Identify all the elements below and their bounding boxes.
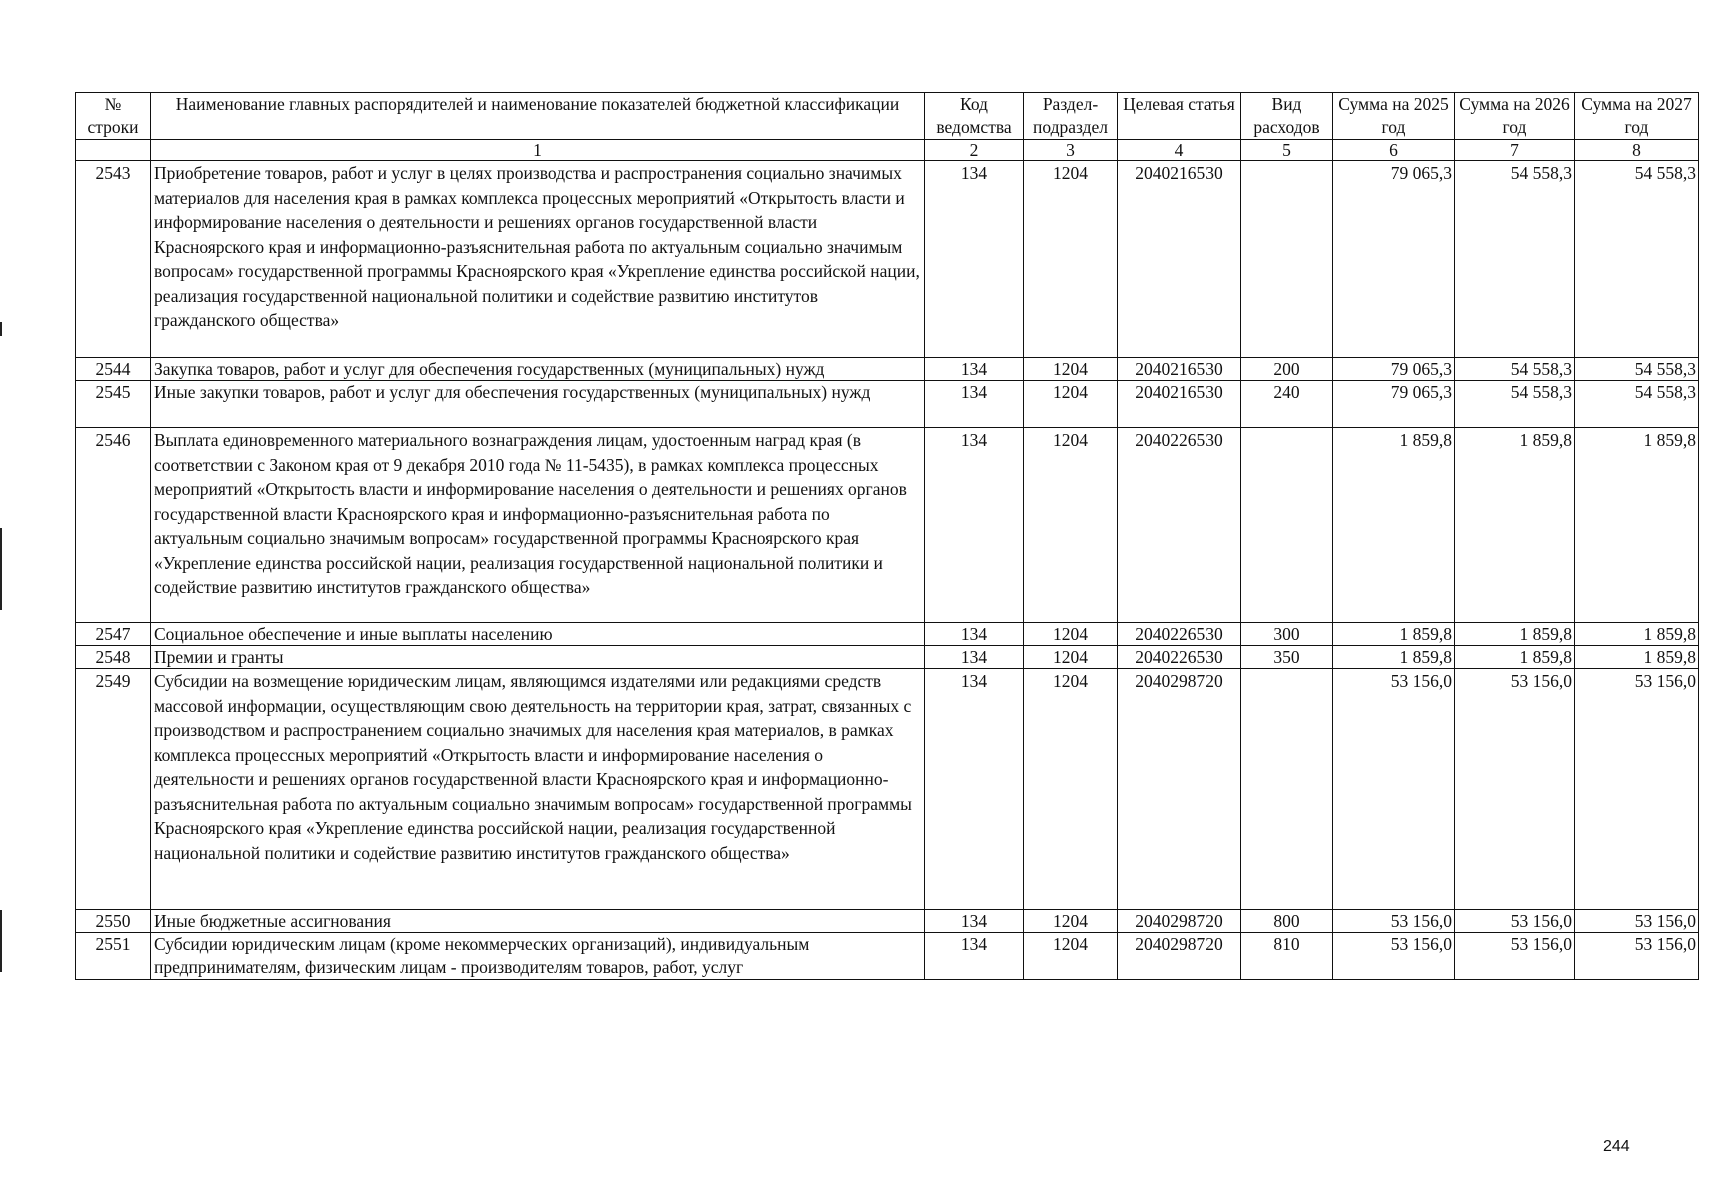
- target-code: 2040216530: [1118, 161, 1241, 358]
- dept-code: 134: [925, 669, 1024, 910]
- table-row: [76, 933, 1699, 980]
- sum-2027: 54 558,3: [1575, 358, 1699, 381]
- sum-2027: 54 558,3: [1575, 161, 1699, 358]
- header-row: [76, 93, 1699, 140]
- header-sum-2027: Сумма на 2027 год: [1575, 93, 1699, 140]
- sum-2027: 53 156,0: [1575, 933, 1699, 980]
- header-sum-2025: Сумма на 2025 год: [1333, 93, 1455, 140]
- budget-table: [75, 92, 1699, 980]
- sum-2026: 1 859,8: [1455, 623, 1575, 646]
- target-code: 2040298720: [1118, 910, 1241, 933]
- sum-2026: 54 558,3: [1455, 381, 1575, 428]
- column-index: 7: [1455, 140, 1575, 161]
- header-row-number: № строки: [76, 93, 151, 140]
- row-name: Иные закупки товаров, работ и услуг для обеспечения государственных (муниципальных) нужд: [151, 381, 925, 428]
- column-index-row: [76, 140, 1699, 161]
- budget-table-container: [75, 92, 1698, 980]
- sum-2025: 53 156,0: [1333, 910, 1455, 933]
- sum-2025: 53 156,0: [1333, 933, 1455, 980]
- dept-code: 134: [925, 910, 1024, 933]
- column-index: 4: [1118, 140, 1241, 161]
- expense-type: 350: [1241, 646, 1333, 669]
- row-number: 2543: [76, 161, 151, 358]
- section-code: 1204: [1024, 910, 1118, 933]
- scan-edge-mark: [0, 322, 2, 336]
- dept-code: 134: [925, 358, 1024, 381]
- table-row: [76, 646, 1699, 669]
- row-name: Приобретение товаров, работ и услуг в целях производства и распространения социально значимых материалов для населения края в рамках комплекса процессных мероприятий «Открытость власти и информирование населения о деятельности и решениях органов государственной власти Красноярского края и информационно-разъяснительная работа по актуальным социально значимым вопросам» государственной программы Красноярского края «Укрепление единства российской нации, реализация государственной национальной политики и содействие развитию институтов гражданского общества»: [151, 161, 925, 358]
- sum-2025: 79 065,3: [1333, 161, 1455, 358]
- header-sum-2026: Сумма на 2026 год: [1455, 93, 1575, 140]
- row-name: Премии и гранты: [151, 646, 925, 669]
- expense-type: [1241, 161, 1333, 358]
- sum-2025: 1 859,8: [1333, 646, 1455, 669]
- row-name: Выплата единовременного материального вознаграждения лицам, удостоенным наград края (в соответствии с Законом края от 9 декабря 2010 года № 11-5435), в рамках комплекса процессных мероприятий «Открытость власти и информирование населения о деятельности и решениях органов государственной власти Красноярского края и информационно-разъяснительная работа по актуальным социально значимым вопросам» государственной программы Красноярского края «Укрепление единства российской нации, реализация государственной национальной политики и содействие развитию институтов гражданского общества»: [151, 428, 925, 623]
- column-index: 2: [925, 140, 1024, 161]
- header-dept-code: Код ведомства: [925, 93, 1024, 140]
- row-name: Социальное обеспечение и иные выплаты населению: [151, 623, 925, 646]
- row-number: 2549: [76, 669, 151, 910]
- dept-code: 134: [925, 428, 1024, 623]
- sum-2027: 54 558,3: [1575, 381, 1699, 428]
- sum-2026: 53 156,0: [1455, 910, 1575, 933]
- section-code: 1204: [1024, 358, 1118, 381]
- dept-code: 134: [925, 381, 1024, 428]
- sum-2025: 1 859,8: [1333, 428, 1455, 623]
- column-index: 5: [1241, 140, 1333, 161]
- expense-type: [1241, 428, 1333, 623]
- target-code: 2040226530: [1118, 623, 1241, 646]
- header-section: Раздел-подраздел: [1024, 93, 1118, 140]
- row-number: 2548: [76, 646, 151, 669]
- table-row: [76, 910, 1699, 933]
- section-code: 1204: [1024, 381, 1118, 428]
- expense-type: 300: [1241, 623, 1333, 646]
- row-number: 2546: [76, 428, 151, 623]
- sum-2026: 54 558,3: [1455, 161, 1575, 358]
- table-row: [76, 381, 1699, 428]
- target-code: 2040226530: [1118, 428, 1241, 623]
- target-code: 2040216530: [1118, 358, 1241, 381]
- table-row: [76, 669, 1699, 910]
- scan-edge-mark: [0, 910, 2, 972]
- expense-type: 240: [1241, 381, 1333, 428]
- row-number: 2550: [76, 910, 151, 933]
- sum-2027: 1 859,8: [1575, 428, 1699, 623]
- row-number: 2545: [76, 381, 151, 428]
- column-index: 3: [1024, 140, 1118, 161]
- section-code: 1204: [1024, 669, 1118, 910]
- sum-2027: 53 156,0: [1575, 910, 1699, 933]
- sum-2025: 79 065,3: [1333, 381, 1455, 428]
- row-number: 2551: [76, 933, 151, 980]
- row-name: Иные бюджетные ассигнования: [151, 910, 925, 933]
- sum-2027: 1 859,8: [1575, 646, 1699, 669]
- section-code: 1204: [1024, 161, 1118, 358]
- row-name: Субсидии юридическим лицам (кроме некоммерческих организаций), индивидуальным предпринимателям, физическим лицам - производителям товаров, работ, услуг: [151, 933, 925, 980]
- page-number: 244: [1603, 1138, 1630, 1155]
- table-row: [76, 358, 1699, 381]
- target-code: 2040216530: [1118, 381, 1241, 428]
- table-row: [76, 428, 1699, 623]
- column-index: 1: [151, 140, 925, 161]
- target-code: 2040298720: [1118, 933, 1241, 980]
- header-target-item: Целевая статья: [1118, 93, 1241, 140]
- scan-edge-mark: [0, 528, 2, 610]
- sum-2027: 1 859,8: [1575, 623, 1699, 646]
- dept-code: 134: [925, 646, 1024, 669]
- dept-code: 134: [925, 933, 1024, 980]
- column-index: [76, 140, 151, 161]
- sum-2025: 1 859,8: [1333, 623, 1455, 646]
- target-code: 2040226530: [1118, 646, 1241, 669]
- column-index: 8: [1575, 140, 1699, 161]
- sum-2026: 54 558,3: [1455, 358, 1575, 381]
- column-index: 6: [1333, 140, 1455, 161]
- dept-code: 134: [925, 161, 1024, 358]
- section-code: 1204: [1024, 646, 1118, 669]
- expense-type: 810: [1241, 933, 1333, 980]
- target-code: 2040298720: [1118, 669, 1241, 910]
- table-row: [76, 161, 1699, 358]
- sum-2026: 53 156,0: [1455, 669, 1575, 910]
- section-code: 1204: [1024, 623, 1118, 646]
- sum-2026: 1 859,8: [1455, 428, 1575, 623]
- section-code: 1204: [1024, 428, 1118, 623]
- row-number: 2547: [76, 623, 151, 646]
- table-row: [76, 623, 1699, 646]
- sum-2025: 79 065,3: [1333, 358, 1455, 381]
- expense-type: 200: [1241, 358, 1333, 381]
- dept-code: 134: [925, 623, 1024, 646]
- sum-2027: 53 156,0: [1575, 669, 1699, 910]
- sum-2025: 53 156,0: [1333, 669, 1455, 910]
- expense-type: [1241, 669, 1333, 910]
- header-expense-type: Вид расходов: [1241, 93, 1333, 140]
- sum-2026: 1 859,8: [1455, 646, 1575, 669]
- row-number: 2544: [76, 358, 151, 381]
- expense-type: 800: [1241, 910, 1333, 933]
- row-name: Закупка товаров, работ и услуг для обеспечения государственных (муниципальных) нужд: [151, 358, 925, 381]
- header-name: Наименование главных распорядителей и наименование показателей бюджетной классификации: [151, 93, 925, 140]
- row-name: Субсидии на возмещение юридическим лицам, являющимся издателями или редакциями средств массовой информации, осуществляющим свою деятельность на территории края, затрат, связанных с производством и распространением социально значимых для населения края материалов, в рамках комплекса процессных мероприятий «Открытость власти и информирование населения о деятельности и решениях органов государственной власти Красноярского края и информационно-разъяснительная работа по актуальным социально значимым вопросам» государственной программы Красноярского края «Укрепление единства российской нации, реализация государственной национальной политики и содействие развитию институтов гражданского общества»: [151, 669, 925, 910]
- section-code: 1204: [1024, 933, 1118, 980]
- sum-2026: 53 156,0: [1455, 933, 1575, 980]
